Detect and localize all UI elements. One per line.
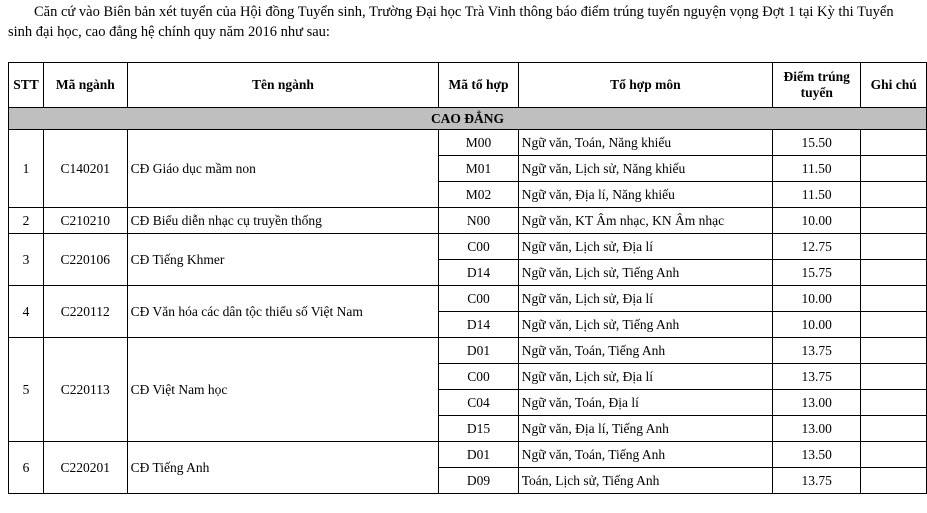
to-hop-mon-cell: Ngữ văn, Lịch sử, Năng khiếu [518, 156, 772, 182]
diem-cell: 10.00 [773, 208, 861, 234]
ma-to-hop-cell: D14 [439, 260, 518, 286]
ten-nganh-cell: CĐ Giáo dục mầm non [127, 130, 439, 208]
ghi-chu-cell [861, 130, 927, 156]
to-hop-mon-cell: Ngữ văn, Địa lí, Năng khiếu [518, 182, 772, 208]
to-hop-mon-cell: Toán, Lịch sử, Tiếng Anh [518, 468, 772, 494]
diem-cell: 11.50 [773, 182, 861, 208]
ten-nganh-cell: CĐ Văn hóa các dân tộc thiểu số Việt Nam [127, 286, 439, 338]
ghi-chu-cell [861, 364, 927, 390]
ma-to-hop-cell: M02 [439, 182, 518, 208]
ghi-chu-cell [861, 468, 927, 494]
diem-cell: 15.50 [773, 130, 861, 156]
header-to-hop-mon: Tổ hợp môn [518, 63, 772, 108]
table-row [9, 234, 927, 260]
header-ghi-chu: Ghi chú [861, 63, 927, 108]
stt-cell: 2 [9, 208, 44, 234]
ma-to-hop-cell: C00 [439, 364, 518, 390]
admission-scores-table [8, 62, 927, 494]
ma-to-hop-cell: D14 [439, 312, 518, 338]
to-hop-mon-cell: Ngữ văn, Toán, Năng khiếu [518, 130, 772, 156]
ghi-chu-cell [861, 338, 927, 364]
diem-cell: 13.00 [773, 416, 861, 442]
diem-cell: 13.00 [773, 390, 861, 416]
ten-nganh-cell: CĐ Biểu diễn nhạc cụ truyền thống [127, 208, 439, 234]
ma-to-hop-cell: D01 [439, 338, 518, 364]
ghi-chu-cell [861, 182, 927, 208]
header-ten-nganh: Tên ngành [127, 63, 439, 108]
diem-cell: 10.00 [773, 286, 861, 312]
diem-cell: 12.75 [773, 234, 861, 260]
ghi-chu-cell [861, 234, 927, 260]
ma-nganh-cell: C220201 [43, 442, 127, 494]
to-hop-mon-cell: Ngữ văn, Lịch sử, Địa lí [518, 364, 772, 390]
ma-to-hop-cell: M00 [439, 130, 518, 156]
diem-cell: 13.75 [773, 364, 861, 390]
header-diem: Điểm trúng tuyển [773, 63, 861, 108]
section-title: CAO ĐẲNG [9, 108, 927, 130]
ten-nganh-cell: CĐ Tiếng Anh [127, 442, 439, 494]
to-hop-mon-cell: Ngữ văn, Lịch sử, Địa lí [518, 234, 772, 260]
header-stt: STT [9, 63, 44, 108]
ghi-chu-cell [861, 442, 927, 468]
ghi-chu-cell [861, 312, 927, 338]
stt-cell: 6 [9, 442, 44, 494]
ma-nganh-cell: C220113 [43, 338, 127, 442]
ghi-chu-cell [861, 390, 927, 416]
ghi-chu-cell [861, 260, 927, 286]
ma-to-hop-cell: D15 [439, 416, 518, 442]
ma-to-hop-cell: C04 [439, 390, 518, 416]
ma-to-hop-cell: D09 [439, 468, 518, 494]
ma-to-hop-cell: C00 [439, 234, 518, 260]
diem-cell: 15.75 [773, 260, 861, 286]
to-hop-mon-cell: Ngữ văn, Địa lí, Tiếng Anh [518, 416, 772, 442]
stt-cell: 3 [9, 234, 44, 286]
ghi-chu-cell [861, 286, 927, 312]
to-hop-mon-cell: Ngữ văn, Lịch sử, Địa lí [518, 286, 772, 312]
ghi-chu-cell [861, 208, 927, 234]
to-hop-mon-cell: Ngữ văn, Lịch sử, Tiếng Anh [518, 312, 772, 338]
diem-cell: 13.50 [773, 442, 861, 468]
ghi-chu-cell [861, 156, 927, 182]
ma-to-hop-cell: C00 [439, 286, 518, 312]
ten-nganh-cell: CĐ Tiếng Khmer [127, 234, 439, 286]
ma-to-hop-cell: D01 [439, 442, 518, 468]
table-row [9, 208, 927, 234]
header-ma-nganh: Mã ngành [43, 63, 127, 108]
ma-nganh-cell: C220106 [43, 234, 127, 286]
diem-cell: 13.75 [773, 338, 861, 364]
table-row [9, 130, 927, 156]
diem-cell: 10.00 [773, 312, 861, 338]
stt-cell: 4 [9, 286, 44, 338]
ma-to-hop-cell: N00 [439, 208, 518, 234]
intro-paragraph: Căn cứ vào Biên bản xét tuyển của Hội đồng Tuyển sinh, Trường Đại học Trà Vinh thông báo điểm trúng tuyển nguyện vọng Đợt 1 tại Kỳ thi Tuyển sinh đại học, cao đẳng hệ chính quy năm 2016 như sau: [8, 4, 894, 40]
to-hop-mon-cell: Ngữ văn, KT Âm nhạc, KN Âm nhạc [518, 208, 772, 234]
stt-cell: 5 [9, 338, 44, 442]
header-row [9, 63, 927, 108]
ma-nganh-cell: C210210 [43, 208, 127, 234]
to-hop-mon-cell: Ngữ văn, Toán, Địa lí [518, 390, 772, 416]
ghi-chu-cell [861, 416, 927, 442]
table-row [9, 286, 927, 312]
ma-nganh-cell: C140201 [43, 130, 127, 208]
ten-nganh-cell: CĐ Việt Nam học [127, 338, 439, 442]
to-hop-mon-cell: Ngữ văn, Toán, Tiếng Anh [518, 338, 772, 364]
stt-cell: 1 [9, 130, 44, 208]
table-row [9, 338, 927, 364]
to-hop-mon-cell: Ngữ văn, Toán, Tiếng Anh [518, 442, 772, 468]
diem-cell: 13.75 [773, 468, 861, 494]
section-row [9, 108, 927, 130]
diem-cell: 11.50 [773, 156, 861, 182]
ma-nganh-cell: C220112 [43, 286, 127, 338]
to-hop-mon-cell: Ngữ văn, Lịch sử, Tiếng Anh [518, 260, 772, 286]
header-ma-to-hop: Mã tổ hợp [439, 63, 518, 108]
ma-to-hop-cell: M01 [439, 156, 518, 182]
table-row [9, 442, 927, 468]
